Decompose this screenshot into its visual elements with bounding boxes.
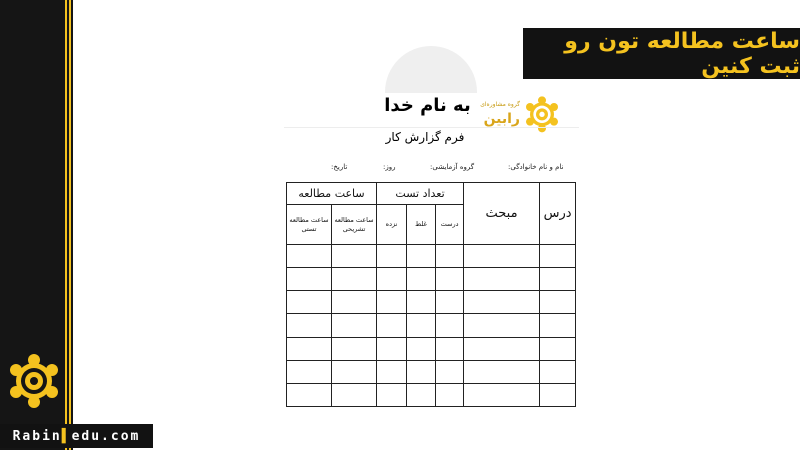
table-cell[interactable]	[287, 337, 332, 360]
table-cell[interactable]	[332, 268, 377, 291]
table-cell[interactable]	[377, 245, 407, 268]
table-cell[interactable]	[407, 360, 436, 383]
table-cell[interactable]	[436, 291, 464, 314]
table-cell[interactable]	[377, 383, 407, 406]
table-cell[interactable]	[464, 245, 540, 268]
table-row	[287, 314, 576, 337]
table-cell[interactable]	[540, 337, 576, 360]
domain-right: edu.com	[71, 428, 141, 444]
table-cell[interactable]	[287, 245, 332, 268]
table-cell[interactable]	[332, 291, 377, 314]
table-row	[287, 383, 576, 406]
col-lesson: درس	[540, 183, 576, 245]
website-domain[interactable]: Rabin ▌ edu.com	[0, 424, 153, 448]
table-cell[interactable]	[377, 268, 407, 291]
table-cell[interactable]	[287, 291, 332, 314]
document-heading: به نام خدا	[384, 95, 471, 116]
document-subheading: فرم گزارش کار	[385, 130, 465, 144]
rabin-logo-icon	[6, 352, 62, 412]
table-cell[interactable]	[540, 268, 576, 291]
table-cell[interactable]	[436, 383, 464, 406]
col-correct: درست	[436, 205, 464, 245]
brand-name: رابین	[483, 111, 520, 127]
table-cell[interactable]	[287, 383, 332, 406]
table-cell[interactable]	[407, 383, 436, 406]
table-cell[interactable]	[407, 268, 436, 291]
domain-left: Rabin	[12, 428, 62, 444]
field-group: گروه آزمایشی:	[430, 163, 475, 171]
col-wrong: غلط	[407, 205, 436, 245]
brand-turtle-icon	[522, 95, 562, 135]
table-cell[interactable]	[540, 291, 576, 314]
table-cell[interactable]	[407, 245, 436, 268]
table-cell[interactable]	[436, 314, 464, 337]
table-cell[interactable]	[540, 314, 576, 337]
col-test-study: ساعت مطالعه تستی	[287, 205, 332, 245]
table-cell[interactable]	[332, 383, 377, 406]
table-cell[interactable]	[464, 268, 540, 291]
field-name: نام و نام خانوادگی:	[508, 163, 564, 171]
field-day: روز:	[383, 163, 396, 171]
table-cell[interactable]	[287, 360, 332, 383]
table-row	[287, 337, 576, 360]
table-cell[interactable]	[287, 268, 332, 291]
col-test-count: تعداد تست	[377, 183, 464, 205]
table-cell[interactable]	[464, 337, 540, 360]
table-cell[interactable]	[377, 314, 407, 337]
table-cell[interactable]	[464, 314, 540, 337]
col-study-hours: ساعت مطالعه	[287, 183, 377, 205]
table-cell[interactable]	[407, 291, 436, 314]
table-cell[interactable]	[287, 314, 332, 337]
table-cell[interactable]	[377, 337, 407, 360]
table-cell[interactable]	[540, 360, 576, 383]
table-cell[interactable]	[436, 245, 464, 268]
title-banner	[523, 28, 800, 79]
table-cell[interactable]	[332, 314, 377, 337]
work-report-table	[286, 182, 576, 407]
table-row	[287, 360, 576, 383]
col-unanswered: نزده	[377, 205, 407, 245]
field-date: تاریخ:	[331, 163, 348, 171]
table-cell[interactable]	[332, 245, 377, 268]
col-descriptive: ساعت مطالعه تشریحی	[332, 205, 377, 245]
table-cell[interactable]	[407, 337, 436, 360]
table-cell[interactable]	[332, 360, 377, 383]
table-cell[interactable]	[377, 360, 407, 383]
table-cell[interactable]	[540, 245, 576, 268]
header-divider	[284, 127, 579, 128]
striped-divider	[63, 0, 73, 450]
table-cell[interactable]	[540, 383, 576, 406]
table-cell[interactable]	[436, 268, 464, 291]
table-cell[interactable]	[464, 383, 540, 406]
table-cell[interactable]	[332, 337, 377, 360]
table-row	[287, 245, 576, 268]
banner-title: ساعت مطالعه تون رو ثبت کنین	[564, 28, 800, 79]
brand-tagline: گروه مشاوره‌ای	[480, 101, 520, 108]
col-topic: مبحث	[464, 183, 540, 245]
table-row	[287, 268, 576, 291]
table-cell[interactable]	[407, 314, 436, 337]
table-cell[interactable]	[377, 291, 407, 314]
table-cell[interactable]	[436, 360, 464, 383]
table-row	[287, 291, 576, 314]
table-cell[interactable]	[464, 360, 540, 383]
table-cell[interactable]	[436, 337, 464, 360]
table-cell[interactable]	[464, 291, 540, 314]
